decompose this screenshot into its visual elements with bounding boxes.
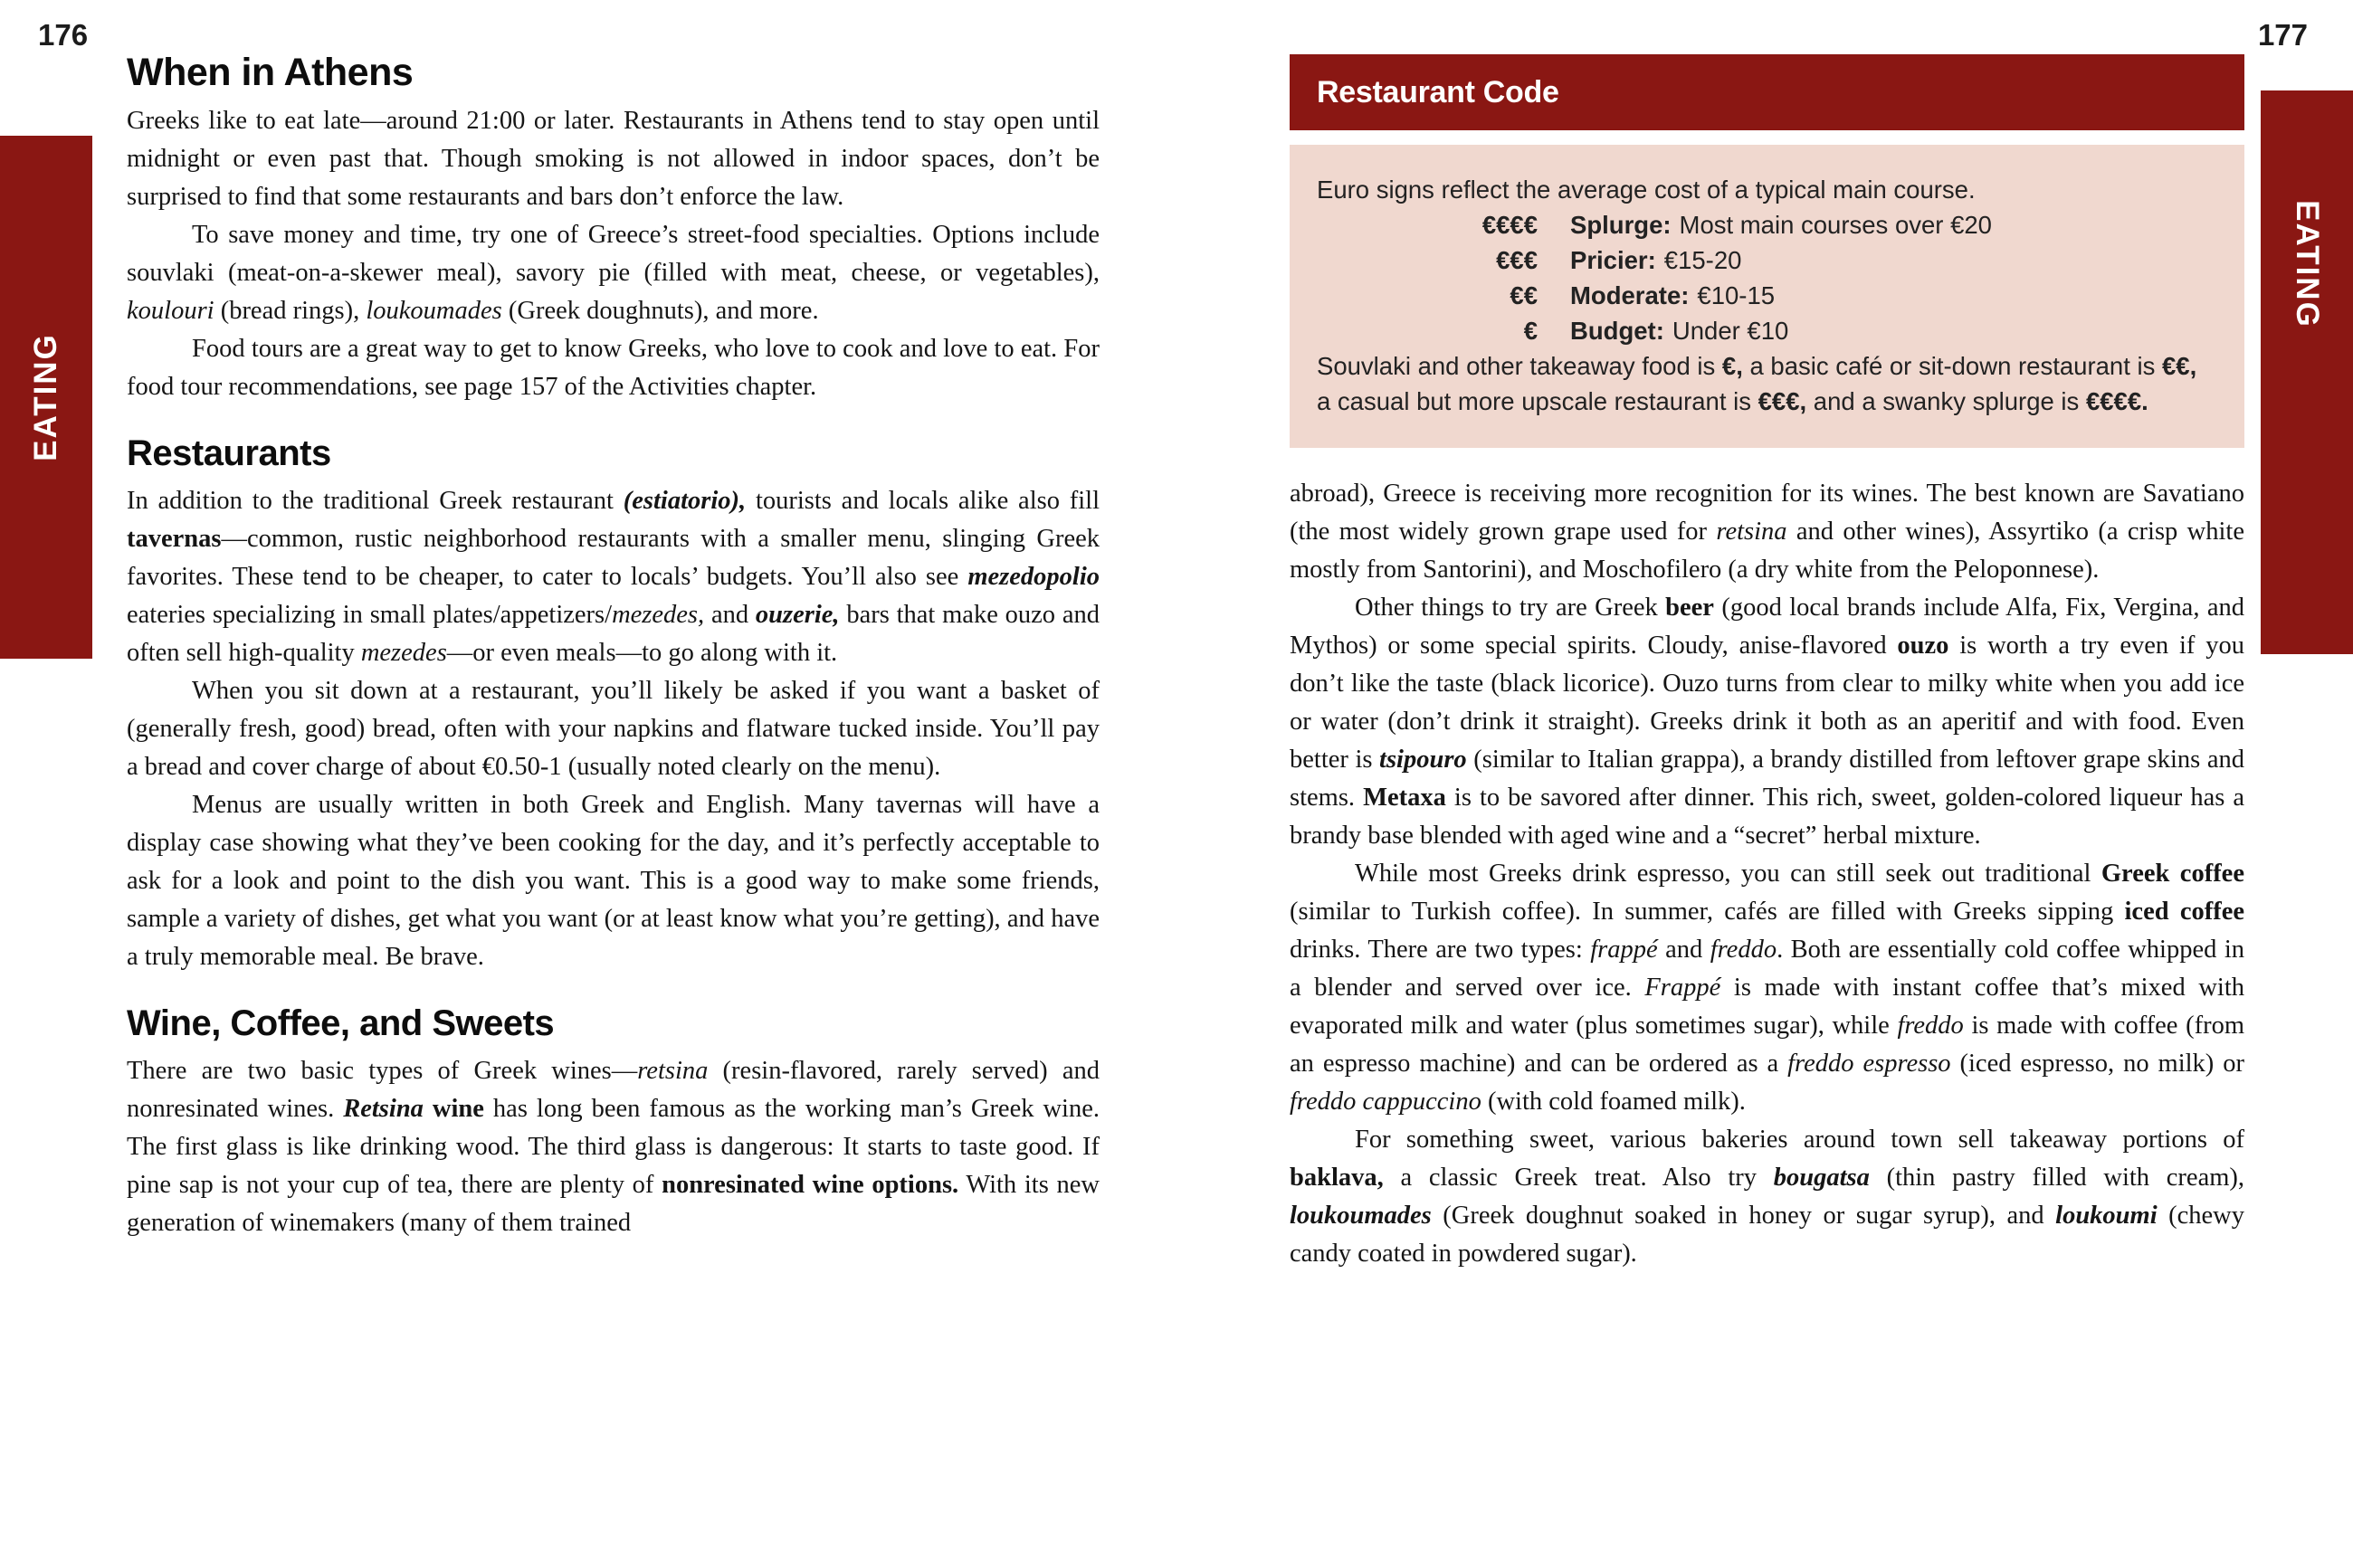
restaurant-code-title: Restaurant Code: [1317, 74, 1559, 109]
section-tab-left: [0, 136, 92, 659]
code-row-pricier: [1317, 242, 2217, 278]
code-row-splurge: [1317, 207, 2217, 242]
section-tab-left-label: EATING: [28, 333, 64, 461]
code-label: Pricier:: [1570, 246, 1656, 274]
paragraph: Other things to try are Greek beer (good local brands include Alfa, Fix, Vergina, and Mythos) or some special spirits. Cloudy, anise-flavored ouzo is worth a try even if you don’t like the taste (black licorice). Ouzo turns from clear to milky white when you add ice or water (don’t drink it straight). Greeks drink it both as an aperitif and with food. Even better is tsipouro (similar to Italian grappa), a brandy distilled from leftover grape skins and stems. Metaxa is to be savored after dinner. This rich, sweet, golden-colored liqueur has a brandy base blended with aged wine and a “secret” herbal mixture.: [1290, 594, 2244, 850]
euro-symbols: €: [1523, 317, 1538, 345]
heading-restaurants: Restaurants: [127, 433, 331, 474]
code-desc: €10-15: [1697, 281, 1776, 309]
code-row-moderate: [1317, 278, 2217, 313]
paragraph: abroad), Greece is receiving more recognition for its wines. The best known are Savatiano (the most widely grown grape used for retsina and other wines), Assyrtiko (a crisp white mostly from Santorini), and Moschofilero (a dry white from the Peloponnese).: [1290, 480, 2244, 584]
restaurant-code-box: [1290, 145, 2244, 448]
right-page-body: [1290, 475, 2244, 1273]
page-number-left: 176: [38, 18, 89, 52]
paragraph: Food tours are a great way to get to know Greeks, who love to cook and love to eat. For food tour recommendations, see page 157 of the Activities chapter.: [127, 335, 1100, 402]
euro-symbols: €€€: [1496, 246, 1538, 274]
code-intro: Euro signs reflect the average cost of a typical main course.: [1317, 176, 1976, 204]
code-desc: Under €10: [1672, 317, 1789, 345]
right-page-column: [1290, 54, 2244, 1273]
paragraph: Menus are usually written in both Greek and English. Many tavernas will have a display case showing what they’ve been cooking for the day, and it’s perfectly acceptable to ask for a look and point to the dish you want. This is a good way to make some friends, sample a variety of dishes, get what you want (or at least know what you’re getting), and have a truly memorable meal. Be brave.: [127, 791, 1100, 972]
code-row-budget: [1317, 313, 2217, 348]
left-page-column: [127, 51, 1100, 1242]
section-tab-right-label: EATING: [2290, 199, 2326, 328]
paragraph: For something sweet, various bakeries around town sell takeaway portions of baklava, a classic Greek treat. Also try bougatsa (thin pastry filled with cream), loukoumades (Greek doughnut soaked in honey or sugar syrup), and loukoumi (chewy candy coated in powdered sugar).: [1290, 1126, 2245, 1268]
paragraph: To save money and time, try one of Greece’s street-food specialties. Options include souvlaki (meat-on-a-skewer meal), savory pie (filled with meat, cheese, or vegetables), koulouri (bread rings), loukoumades (Greek doughnuts), and more.: [127, 221, 1100, 326]
code-label: Splurge:: [1570, 211, 1672, 239]
restaurant-code-header: [1290, 54, 2244, 130]
heading-wine-coffee-sweets: Wine, Coffee, and Sweets: [127, 1003, 555, 1044]
paragraph: In addition to the traditional Greek restaurant (estiatorio), tourists and locals alike also fill tavernas—common, rustic neighborhood restaurants with a smaller menu, slinging Greek favorites. These tend to be cheaper, to cater to locals’ budgets. You’ll also see mezedopolio eateries specializing in small plates/appetizers/mezedes, and ouzerie, bars that make ouzo and often sell high-quality mezedes—or even meals—to go along with it.: [127, 487, 1100, 668]
code-desc: €15-20: [1663, 246, 1742, 274]
paragraph: While most Greeks drink espresso, you can still seek out traditional Greek coffee (similar to Turkish coffee). In summer, cafés are filled with Greeks sipping iced coffee drinks. There are two types: frappé and freddo. Both are essentially cold coffee whipped in a blender and served over ice. Frappé is made with instant coffee that’s mixed with evaporated milk and water (plus sometimes sugar), while freddo is made with coffee (from an espresso machine) and can be ordered as a freddo espresso (iced espresso, no milk) or freddo cappuccino (with cold foamed milk).: [1290, 860, 2245, 1116]
code-label: Moderate:: [1570, 281, 1690, 309]
code-outro: Souvlaki and other takeaway food is €, a basic café or sit-down restaurant is €€, a casual but more upscale restaurant is €€€, and a swanky splurge is €€€€.: [1317, 352, 2197, 415]
euro-symbols: €€: [1510, 281, 1538, 309]
heading-when-in-athens: When in Athens: [127, 51, 414, 94]
paragraph: When you sit down at a restaurant, you’ll likely be asked if you want a basket of (generally fresh, good) bread, often with your napkins and flatware tucked inside. You’ll pay a bread and cover charge of about €0.50-1 (usually noted clearly on the menu).: [127, 677, 1100, 782]
paragraph: There are two basic types of Greek wines—retsina (resin-flavored, rarely served) and nonresinated wines. Retsina wine has long been famous as the working man’s Greek wine. The first glass is like drinking wood. The third glass is dangerous: It starts to taste good. If pine sap is not your cup of tea, there are plenty of nonresinated wine options. With its new generation of winemakers (many of them trained: [127, 1057, 1100, 1238]
paragraph: Greeks like to eat late—around 21:00 or later. Restaurants in Athens tend to stay open until midnight or even past that. Though smoking is not allowed in indoor spaces, don’t be surprised to find that some restaurants and bars don’t enforce the law.: [127, 107, 1100, 212]
euro-symbols: €€€€: [1481, 211, 1538, 239]
code-desc: Most main courses over €20: [1679, 211, 1992, 239]
code-label: Budget:: [1570, 317, 1664, 345]
page-number-right: 177: [2257, 18, 2308, 52]
section-tab-right: [2261, 90, 2353, 654]
